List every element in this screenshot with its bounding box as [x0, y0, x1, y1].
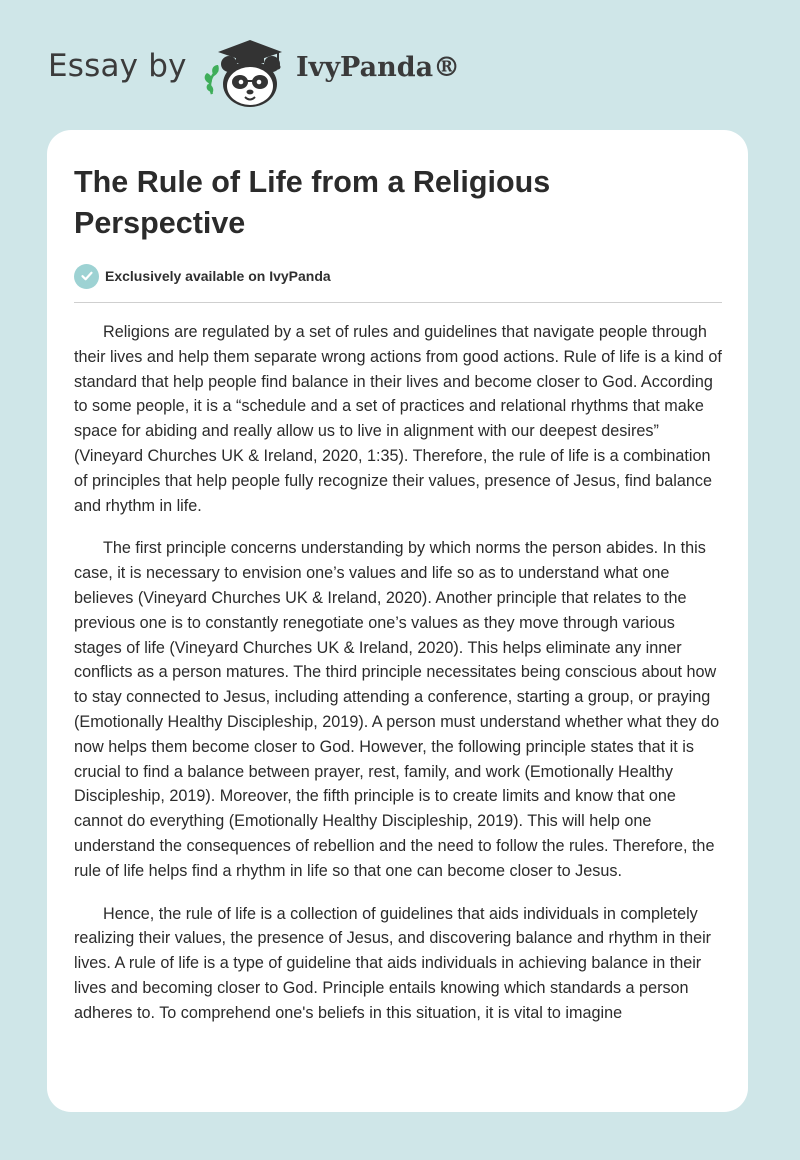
- check-circle-icon: [74, 264, 99, 289]
- paragraph-1: Religions are regulated by a set of rules and guidelines that navigate people through their lives and help them separate wrong actions from good actions. Rule of life is a kind of standard that help people find balance in their lives and become closer to God. According to some people, it is a “schedule and a set of practices and relational rhythms that make space for abiding and really allow us to live in alignment with our deepest desires” (Vineyard Churches UK & Ireland, 2020, 1:35). Therefore, the rule of life is a combination of principles that help people fully recognize their values, presence of Jesus, find balance and rhythm in life.: [74, 323, 722, 515]
- divider: [74, 302, 722, 303]
- brand-prefix: Essay by: [48, 48, 187, 84]
- essay-title: The Rule of Life from a Religious Perspective: [74, 165, 551, 240]
- paragraph-2: The first principle concerns understanding by which norms the person abides. In this case, it is necessary to envision one’s values and life so as to understand what one believes (Vineyard Churches UK & Ireland, 2020). Another principle that relates to the previous one is to constantly renegotiate one’s values as they move through various stages of life (Vineyard Churches UK & Ireland, 2020). This helps eliminate any inner conflicts as a person matures. The third principle necessitates being conscious about how to stay connected to Jesus, including attending a conference, starting a group, or praying (Emotionally Healthy Discipleship, 2019). A person must understand whether what they do now helps them become closer to God. However, the following principle states that it is crucial to find a balance between prayer, rest, family, and work (Emotionally Healthy Discipleship, 2019). Moreover, the fifth principle is to create limits and know that one cannot do everything (Emotionally Healthy Discipleship, 2019). This will help one understand the consequences of rebellion and the need to follow the rules. Therefore, the rule of life helps find a rhythm in life so that one can become closer to Jesus.: [74, 539, 720, 880]
- panda-logo-icon[interactable]: [198, 34, 294, 110]
- brand-name[interactable]: IvyPanda®: [296, 52, 461, 83]
- paragraph-3: Hence, the rule of life is a collection of guidelines that aids individuals in completely realizing their values, the presence of Jesus, and discovering balance and rhythm in their lives. A rule of life is a type of guideline that aids individuals in achieving balance in their lives and becoming closer to God. Principle entails knowing which standards a person adheres to. To comprehend one's beliefs in this situation, it is vital to imagine: [74, 904, 712, 1022]
- exclusive-label: Exclusively available on IvyPanda: [105, 268, 331, 284]
- essay-card: [47, 130, 748, 1112]
- exclusive-badge: [74, 263, 331, 289]
- essay-body: [74, 320, 724, 1044]
- site-header: [48, 34, 488, 110]
